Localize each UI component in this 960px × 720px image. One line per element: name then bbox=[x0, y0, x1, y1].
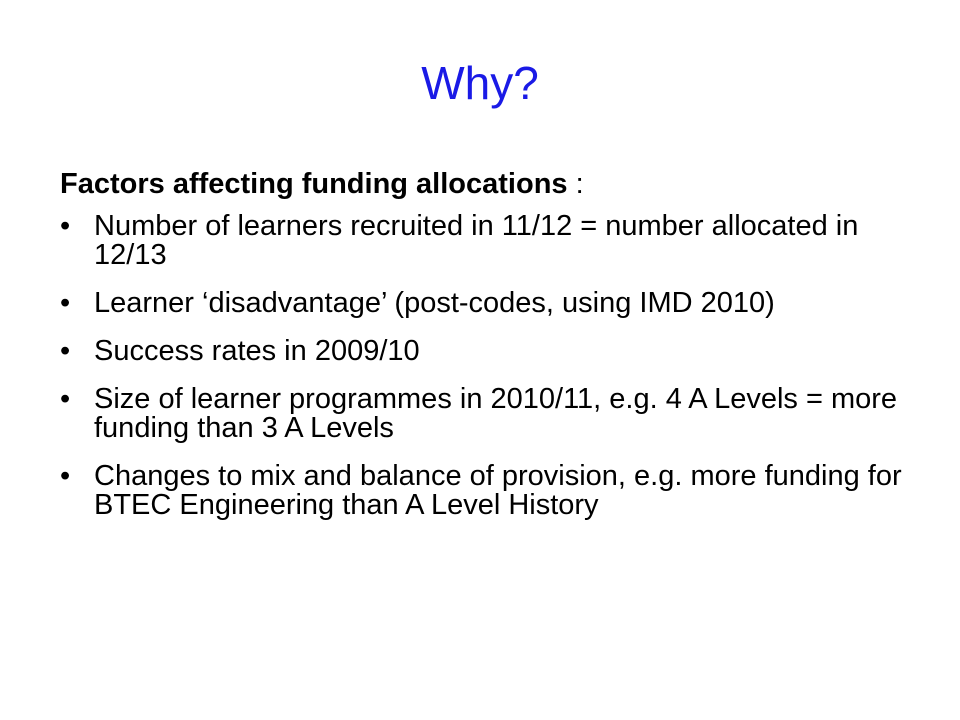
bullet-icon: • bbox=[60, 210, 71, 242]
slide-title: Why? bbox=[421, 57, 539, 109]
section-heading-suffix: : bbox=[567, 168, 584, 200]
bullet-icon: • bbox=[60, 460, 71, 492]
bullet-icon: • bbox=[60, 335, 71, 367]
bullet-text: Size of learner programmes in 2010/11, e.g. 4 A Levels = more funding than 3 A Levels bbox=[94, 383, 898, 444]
bullet-item bbox=[60, 289, 920, 318]
bullet-text: Changes to mix and balance of provision, e.g. more funding for BTEC Engineering than A Level History bbox=[94, 460, 902, 521]
bullet-text: Number of learners recruited in 11/12 = number allocated in 12/13 bbox=[94, 210, 859, 271]
bullet-item bbox=[60, 212, 920, 270]
bullet-text: Success rates in 2009/10 bbox=[94, 335, 420, 367]
section-heading bbox=[60, 166, 920, 202]
section-heading-bold: Factors affecting funding allocations bbox=[60, 168, 568, 200]
bullet-item bbox=[60, 462, 920, 520]
bullet-text: Learner ‘disadvantage’ (post-codes, using IMD 2010) bbox=[94, 287, 775, 319]
bullet-item bbox=[60, 385, 920, 443]
slide-body bbox=[60, 166, 920, 539]
bullet-item bbox=[60, 337, 920, 366]
bullet-icon: • bbox=[60, 287, 71, 319]
bullet-list bbox=[60, 212, 920, 520]
bullet-icon: • bbox=[60, 383, 71, 415]
